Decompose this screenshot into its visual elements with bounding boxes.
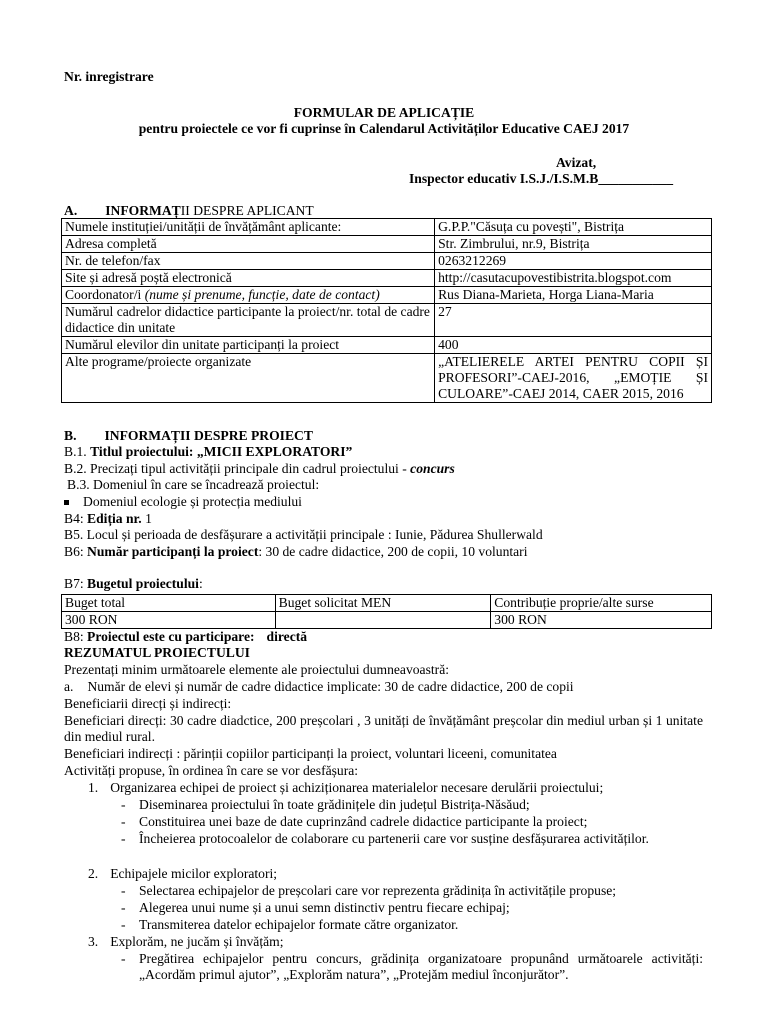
form-subtitle: pentru proiectele ce vor fi cuprinse în Calendarul Activităților Educative CAEJ 2017 [138, 121, 630, 136]
row-value: http://casutacupovestibistrita.blogspot.com [435, 270, 712, 287]
b6-prefix: B6: [64, 544, 84, 559]
row-value: „ATELIERELE ARTEI PENTRU COPII ȘI PROFESORI”-CAEJ-2016, „EMOȚIE ȘI CULOARE”-CAEJ 2014, CAER 2015, 2016 [435, 354, 712, 403]
beneficiaries-label: Beneficiarii direcți și indirecți: [64, 696, 232, 711]
table-row [62, 354, 712, 403]
budget-header: Buget solicitat MEN [275, 595, 491, 612]
item-number: 1. [88, 780, 99, 795]
budget-value: 300 RON [62, 612, 276, 629]
activities-label: Activități propuse, în ordinea în care se vor desfășura: [64, 763, 359, 778]
applicant-table [61, 218, 712, 403]
row-value: 400 [435, 337, 712, 354]
coordinator-label: Coordonator/i [65, 287, 142, 302]
rezumat-intro: Prezentați minim următoarele elemente ale proiectului dumneavoastră: [64, 662, 449, 677]
row-label: Alte programe/proiecte organizate [62, 354, 435, 403]
b1-line [64, 444, 352, 460]
rezumat-title: REZUMATUL PROIECTULUI [64, 645, 250, 660]
item-text: Explorăm, ne jucăm și învățăm; [110, 934, 284, 949]
form-title: FORMULAR DE APLICAȚIE [293, 105, 475, 120]
table-row [62, 253, 712, 270]
dash-icon: - [121, 814, 126, 829]
section-b-letter: B. [64, 428, 77, 443]
sub-item: Alegerea unui nume și a unui semn distinctiv pentru fiecare echipaj; [139, 900, 510, 915]
b7-label: Bugetul proiectului [87, 576, 199, 591]
b3-line: B.3. Domeniul în care se încadrează proiectul: [67, 477, 320, 492]
b7-line [64, 576, 203, 592]
b4-prefix: B4: [64, 511, 84, 526]
sub-item: Încheierea protocoalelor de colaborare cu partenerii care vor susține desfășurarea activităților. [139, 831, 649, 846]
dash-icon: - [121, 917, 126, 932]
table-row [62, 270, 712, 287]
dash-icon: - [121, 883, 126, 898]
b6-label: Număr participanți la proiect [87, 544, 259, 559]
row-label: Numărul elevilor din unitate participanți la proiect [62, 337, 435, 354]
budget-table [61, 594, 712, 629]
row-label: Numele instituției/unității de învățământ aplicante: [62, 219, 435, 236]
item-text: Echipajele micilor exploratori; [110, 866, 278, 881]
row-label: Nr. de telefon/fax [62, 253, 435, 270]
row-label: Adresa completă [62, 236, 435, 253]
budget-value [275, 612, 491, 629]
dash-icon: - [121, 831, 126, 846]
section-a-title-bold: INFORMAȚ [105, 203, 181, 218]
row-label: Numărul cadrelor didactice participante la proiect/nr. total de cadre didactice din unitate [62, 304, 435, 337]
a-marker: a. [64, 679, 74, 694]
list-item [88, 866, 277, 882]
section-b-title: INFORMAȚII DESPRE PROIECT [104, 428, 313, 443]
table-row [62, 236, 712, 253]
section-a-letter: A. [64, 203, 78, 218]
b6-line [64, 544, 527, 560]
sub-item: Selectarea echipajelor de preșcolari care vor reprezenta grădinița în activitățile propuse; [139, 883, 617, 898]
section-b-heading [64, 428, 313, 444]
b5-line: B5. Locul și perioada de desfășurare a activității principale : Iunie, Pădurea Shullerwald [64, 527, 543, 542]
b8-label: Proiectul este cu participare: [87, 629, 255, 644]
sub-item: Pregătirea echipajelor pentru concurs, grădinița organizatoare propunând următoarele activități: „Acordăm primul ajutor”, „Explorăm natura”, „Protejăm mediul înconjurător”. [139, 951, 703, 982]
b4-label: Ediția nr. [87, 511, 142, 526]
sub-item: Constituirea unei baze de date cuprinzând cadrele didactice participante la proiect; [139, 814, 588, 829]
row-value: G.P.P."Căsuța cu povești", Bistrița [435, 219, 712, 236]
b4-value: 1 [145, 511, 152, 526]
square-bullet-icon [64, 500, 69, 505]
row-value: Rus Diana-Marieta, Horga Liana-Maria [435, 287, 712, 304]
budget-header: Buget total [62, 595, 276, 612]
row-value: 0263212269 [435, 253, 712, 270]
section-a-title-rest: II DESPRE APLICANT [180, 203, 314, 218]
table-row [62, 219, 712, 236]
b8-value: directă [266, 629, 308, 644]
b8-prefix: B8: [64, 629, 84, 644]
row-value: Str. Zimbrului, nr.9, Bistrița [435, 236, 712, 253]
row-label [62, 287, 435, 304]
table-row [62, 612, 712, 629]
b2-value: concurs [410, 461, 455, 476]
row-label: Site și adresă poștă electronică [62, 270, 435, 287]
budget-header: Contribuție proprie/alte surse [491, 595, 712, 612]
b2-line [64, 461, 455, 477]
item-number: 3. [88, 934, 99, 949]
list-item [88, 934, 283, 950]
beneficiaries-indirect: Beneficiari indirecți : părinții copiilor participanți la proiect, voluntari liceeni, comunitatea [64, 746, 557, 761]
b3-bullet-line [64, 494, 302, 510]
dash-icon: - [121, 900, 126, 915]
list-item [88, 780, 603, 796]
b2-text: B.2. Precizați tipul activității principale din cadrul proiectului - [64, 461, 407, 476]
item-text: Organizarea echipei de proiect și achiziționarea materialelor necesare derulării proiectului; [110, 780, 604, 795]
item-number: 2. [88, 866, 99, 881]
a-text: Număr de elevi și număr de cadre didactice implicate: 30 de cadre didactice, 200 de copii [87, 679, 574, 694]
table-row [62, 304, 712, 337]
b4-line [64, 511, 152, 527]
b6-value: : 30 de cadre didactice, 200 de copii, 10 voluntari [258, 544, 528, 559]
b8-line [64, 629, 307, 645]
section-a-heading [64, 203, 314, 219]
registration-label: Nr. inregistrare [64, 69, 154, 84]
dash-icon: - [121, 797, 126, 812]
b1-value: : „MICII EXPLORATORI” [188, 444, 353, 459]
row-value: 27 [435, 304, 712, 337]
sub-item: Diseminarea proiectului în toate grădinițele din județul Bistrița-Năsăud; [139, 797, 530, 812]
table-row [62, 595, 712, 612]
b7-colon: : [198, 576, 203, 591]
sub-item: Transmiterea datelor echipajelor formate către organizator. [139, 917, 459, 932]
avizat-label: Avizat, [556, 155, 597, 170]
b7-prefix: B7: [64, 576, 84, 591]
coordinator-hint: (nume și prenume, funcție, date de contact) [144, 287, 380, 302]
rezumat-a-line [64, 679, 574, 695]
inspector-label: Inspector educativ I.S.J./I.S.M.B___________ [409, 171, 674, 186]
b1-label: Titlul proiectului [90, 444, 189, 459]
table-row [62, 287, 712, 304]
b1-prefix: B.1. [64, 444, 87, 459]
b3-bullet: Domeniul ecologie și protecția mediului [83, 494, 302, 509]
budget-value: 300 RON [491, 612, 712, 629]
table-row [62, 337, 712, 354]
dash-icon: - [121, 951, 126, 966]
beneficiaries-direct: Beneficiari direcți: 30 cadre diadctice, 200 preșcolari , 3 unități de învățământ preșcolar din mediul urban și 1 unitate din mediul rural. [64, 713, 703, 744]
